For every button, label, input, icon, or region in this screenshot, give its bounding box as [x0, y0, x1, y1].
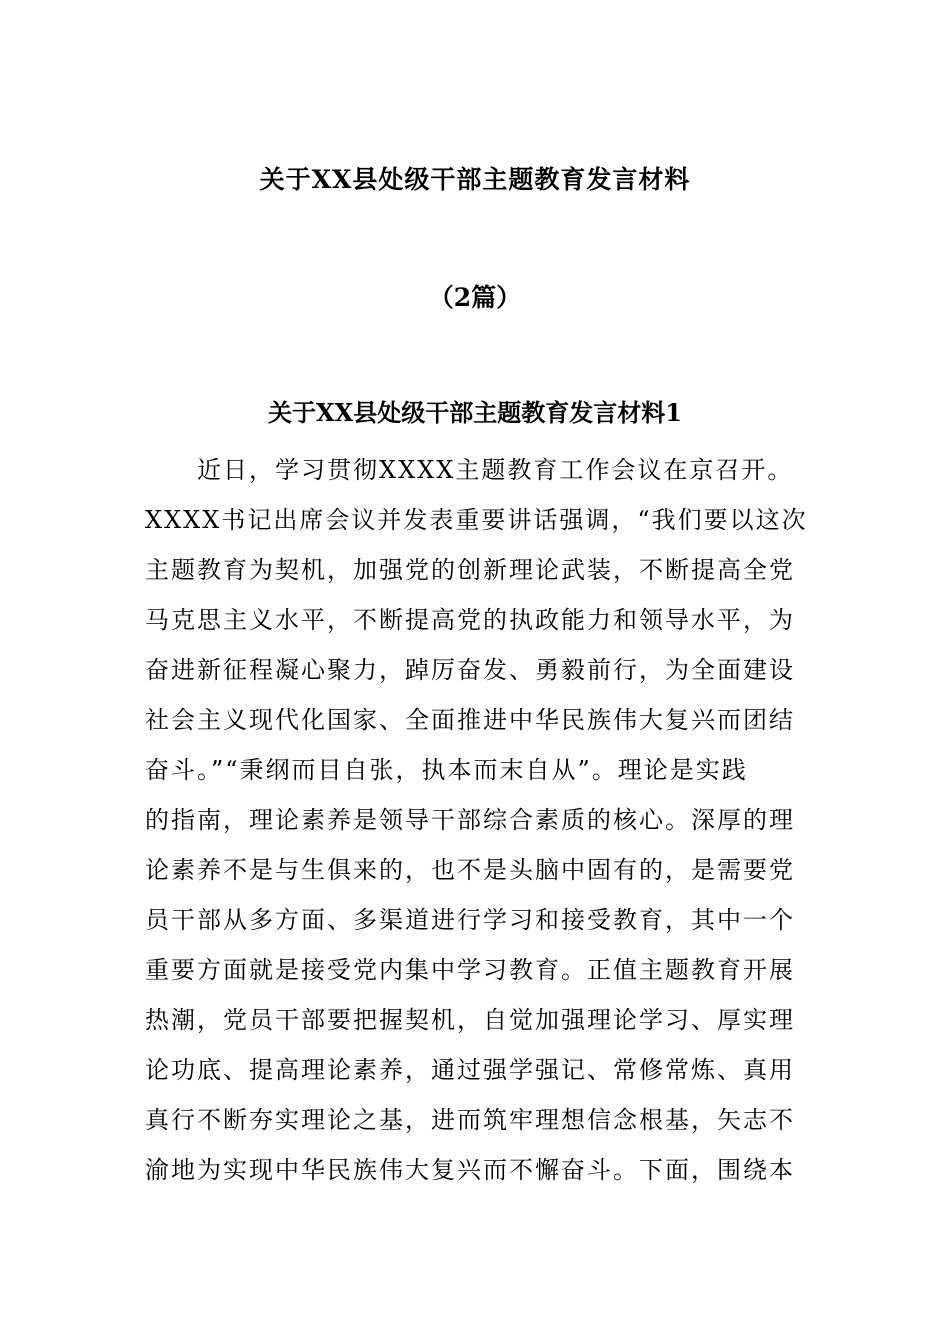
paragraph-line: 主题教育为契机，加强党的创新理论武装，不断提高全党: [145, 556, 795, 584]
paragraph-line: 奋进新征程凝心聚力，踔厉奋发、勇毅前行，为全面建设: [145, 656, 795, 684]
paragraph-line: 真行不断夯实理论之基，进而筑牢理想信念根基，矢志不: [145, 1106, 795, 1134]
paragraph-line: XXXX书记出席会议并发表重要讲话强调，“我们要以这次: [145, 506, 808, 534]
paragraph-line: 马克思主义水平，不断提高党的执政能力和领导水平，为: [145, 606, 795, 634]
paragraph-line: 社会主义现代化国家、全面推进中华民族伟大复兴而团结: [145, 706, 795, 734]
document-subtitle: （2篇）: [428, 283, 522, 312]
paragraph-line: 热潮，党员干部要把握契机，自觉加强理论学习、厚实理: [145, 1006, 795, 1034]
body-paragraph: [145, 445, 835, 1195]
paragraph-line: 渝地为实现中华民族伟大复兴而不懈奋斗。下面，围绕本: [145, 1156, 795, 1184]
document-title: 关于XX县处级干部主题教育发言材料: [259, 165, 691, 194]
section-title: 关于XX县处级干部主题教育发言材料1: [268, 398, 682, 427]
paragraph-line: 的指南，理论素养是领导干部综合素质的核心。深厚的理: [145, 806, 795, 834]
paragraph-line: 论功底、提高理论素养，通过强学强记、常修常炼、真用: [145, 1056, 795, 1084]
paragraph-line: 重要方面就是接受党内集中学习教育。正值主题教育开展: [145, 956, 795, 984]
paragraph-line: 奋斗。”“秉纲而目自张，执本而末自从”。理论是实践: [145, 756, 748, 784]
paragraph-line: 近日，学习贯彻XXXX主题教育工作会议在京召开。: [197, 456, 794, 484]
paragraph-line: 论素养不是与生俱来的，也不是头脑中固有的，是需要党: [145, 856, 795, 884]
paragraph-line: 员干部从多方面、多渠道进行学习和接受教育，其中一个: [145, 906, 795, 934]
